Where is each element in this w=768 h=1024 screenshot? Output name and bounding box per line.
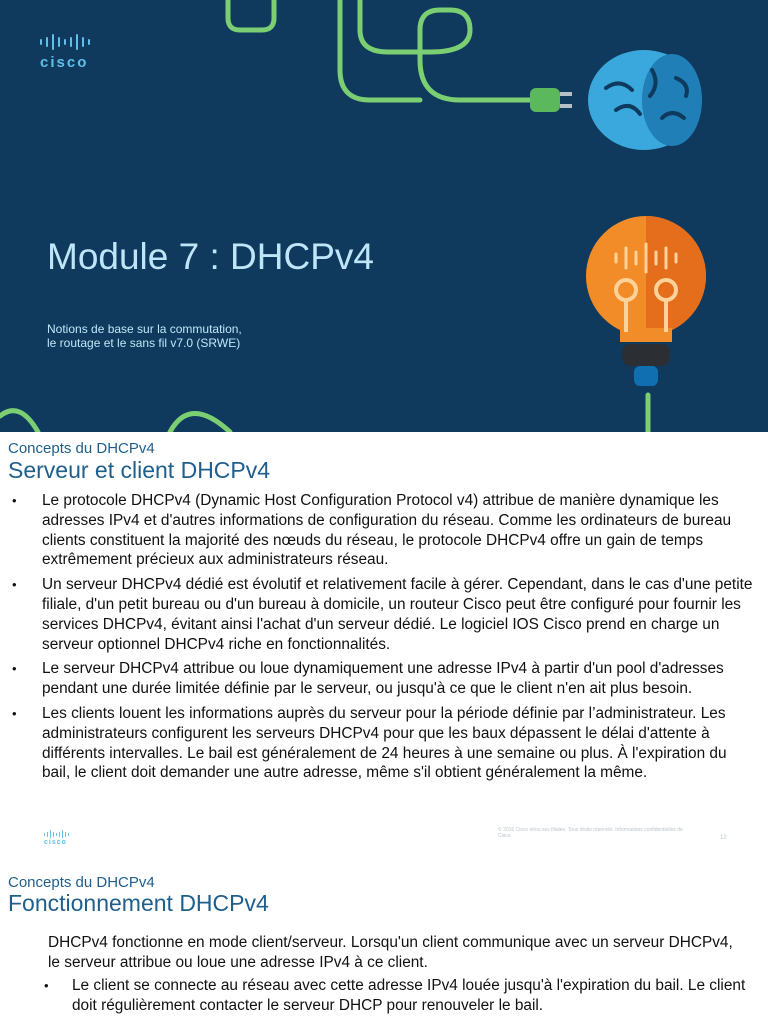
bullet-text: Le protocole DHCPv4 (Dynamic Host Configuration Protocol v4) attribue de manière dynamique les adresses IPv4 et d'autres informations de configuration du réseau. Comme les ordinateurs de bureau clients constituent la majorité des nœuds du réseau, le protocole DHCPv4 offre un gain de temps extrêmement précieux aux administrateurs réseau. [42,492,732,569]
page-number: 12 [720,835,727,841]
module-subtitle: Notions de base sur la commutation, le routage et le sans fil v7.0 (SRWE) [47,322,242,350]
brain-icon [588,50,702,150]
module-title: Module 7 : DHCPv4 [47,236,374,277]
section-kicker: Concepts du DHCPv4 [8,874,155,891]
bullet-text: Les clients louent les informations auprès du serveur pour la période définie par l’administrateur. Les administrateurs configurent les serveurs DHCPv4 pour que les baux dépassent le délai d'attente à différents intervalles. Le bail est généralement de 24 heures à une semaine ou plus. À l'expiration du bail, le client doit demander une autre adresse, même s'il obtient généralement la même. [42,704,727,782]
copyright-notice: © 2016 Cisco et/ou ses filiales. Tous droits réservés. Informations confidentielles de Cisco [498,827,683,839]
bullet-item [8,575,758,654]
bullet-item [8,704,758,783]
bullet-list [8,491,758,788]
bullet-icon: • [12,705,17,721]
footer-cisco-logo [44,830,69,846]
bullet-icon: • [44,978,49,993]
circuit-lines-decoration [0,0,768,432]
cisco-logo-text: cisco [40,54,89,71]
bullet-icon: • [12,493,17,508]
bullet-item [8,659,758,699]
footer-logo-text: cisco [44,839,67,846]
slide-heading: Serveur et client DHCPv4 [8,457,271,483]
title-slide [0,0,768,432]
bullet-list [40,976,760,1021]
bullet-text: Le client se connecte au réseau avec cette adresse IPv4 louée jusqu'à l'expiration du bail. Le client doit régulièrement contacter le serveur DHCP pour renouveler le bail. [72,977,746,1014]
footer-logo-bars [44,830,69,838]
cisco-logo [40,34,112,74]
slide-server-client [0,432,768,852]
bullet-icon: • [12,661,17,677]
bullet-item [40,976,760,1016]
bullet-icon: • [12,577,17,593]
bullet-item [8,491,758,570]
plug-icon [530,88,572,112]
bullet-text: Le serveur DHCPv4 attribue ou loue dynamiquement une adresse IPv4 à partir d'un pool d'adresses pendant une durée limitée définie par le serveur, ou jusqu'à ce que le client n'en ait plus besoin. [42,660,724,698]
cisco-logo-bars [40,34,112,50]
slide-heading: Fonctionnement DHCPv4 [8,890,269,916]
intro-paragraph: DHCPv4 fonctionne en mode client/serveur. Lorsqu'un client communique avec un serveur DHCPv4, le serveur attribue ou loue une adresse IPv4 à ce client. [48,934,733,971]
bullet-text: Un serveur DHCPv4 dédié est évolutif et relativement facile à gérer. Cependant, dans le cas d'une petite filiale, d'un petit bureau ou d'un bureau à domicile, un routeur Cisco peut être configuré pour fournir les services DHCPv4, évitant ainsi l'achat d'un serveur dédié. Le logiciel IOS Cisco prend en charge un serveur optionnel DHCPv4 riche en fonctionnalités. [42,576,753,653]
section-kicker: Concepts du DHCPv4 [8,440,155,457]
slide-dhcp-operation [0,852,768,1024]
lightbulb-icon [586,216,706,386]
